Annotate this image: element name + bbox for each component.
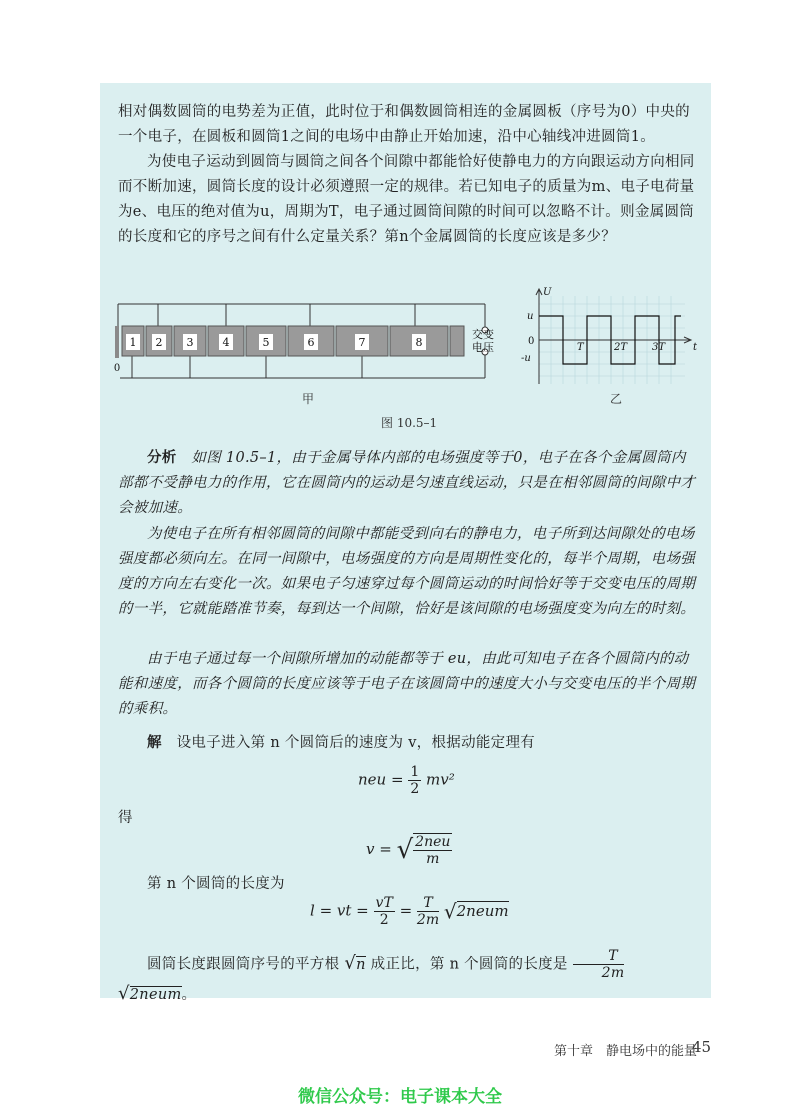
s3a: 圆筒长度跟圆筒序号的平方根 bbox=[147, 956, 340, 973]
solution-3: 圆筒长度跟圆筒序号的平方根 √n 成正比，第 n 个圆筒的长度是 $\frac{T}{2m}$ √2neum。 bbox=[118, 948, 625, 1004]
tube-label-2: 2 bbox=[155, 336, 163, 349]
eq1-den: 2 bbox=[410, 781, 420, 797]
solution-text-1: 设电子进入第 n 个圆筒后的速度为 v，根据动能定理有 bbox=[176, 735, 536, 751]
plate-label: 0 bbox=[113, 363, 121, 374]
eq1-num: 1 bbox=[410, 764, 420, 780]
s3-f-den: 2m bbox=[601, 965, 625, 981]
eq1-left: neu = bbox=[358, 770, 404, 789]
tick-neg-u: -u bbox=[521, 353, 531, 364]
tick-2T: 2T bbox=[614, 342, 628, 353]
square-wave-graph bbox=[515, 284, 705, 394]
equation-velocity: v = √ $\frac{\text{2neu}}{m}$ bbox=[366, 834, 451, 867]
s3-end: 。 bbox=[181, 987, 197, 1003]
tube-label-8: 8 bbox=[415, 336, 423, 349]
tube-label-5: 5 bbox=[262, 336, 270, 349]
de-label: 得 bbox=[118, 810, 133, 826]
tube-label-1: 1 bbox=[129, 336, 137, 349]
chapter-footer: 第十章 静电场中的能量 bbox=[554, 1044, 698, 1059]
page-number: 45 bbox=[692, 1038, 712, 1056]
eq3-f2-num: T bbox=[417, 895, 439, 912]
eq1-right: mv² bbox=[426, 770, 455, 789]
analysis-heading: 分析 bbox=[147, 450, 177, 466]
paragraph-2: 为使电子运动到圆筒与圆筒之间各个间隙中都能恰好使静电力的方向跟运动方向相同而不断加速，圆筒长度的设计必须遵照一定的规律。若已知电子的质量为m、电子电荷量为e、电压的绝对值为u，周期为T，电子通过圆筒间隙的时间可以忽略不计。则金属圆筒的长度和它的序号之间有什么定量关系？第n个金属圆筒的长度应该是多少？ bbox=[118, 154, 695, 245]
solution-1 bbox=[118, 731, 696, 756]
tick-u: u bbox=[527, 311, 534, 322]
tick-T: T bbox=[577, 342, 584, 353]
analysis-text-1: 如图 10.5–1，由于金属导体内部的电场强度等于0，电子在各个金属圆筒内部都不受静电力的作用，它在圆筒内的运动是匀速直线运动，只是在相邻圆筒的间隙中才会被加速。 bbox=[118, 450, 696, 516]
eq3-root: 2neum bbox=[456, 901, 509, 920]
figure-right-label: 乙 bbox=[610, 392, 623, 406]
equation-length: l = vt = $\frac{vT}{2}$ = $\frac{T}{2m}$ √2neum bbox=[310, 895, 509, 928]
solution-2: 第 n 个圆筒的长度为 bbox=[147, 876, 285, 892]
eq2-left: v = bbox=[366, 840, 392, 858]
eq3-f2-den: 2m bbox=[416, 912, 440, 928]
eq2-num: 2neu bbox=[415, 834, 451, 850]
axis-label-u: U bbox=[543, 287, 552, 298]
supply-label: 交变 bbox=[472, 328, 494, 341]
wechat-watermark: 微信公众号：电子课本大全 bbox=[298, 1087, 502, 1107]
solution-heading: 解 bbox=[147, 735, 162, 751]
equation-kinetic-energy bbox=[358, 764, 455, 797]
eq3-f1-num: vT bbox=[375, 895, 393, 911]
analysis-3: 由于电子通过每一个间隙所增加的动能都等于 eu，由此可知电子在各个圆筒内的动能和速度，而各个圆筒的长度应该等于电子在该圆筒中的速度大小与交变电压的半个周期的乘积。 bbox=[118, 651, 696, 717]
eq3-eq: = bbox=[399, 901, 413, 920]
s3b: 成正比，第 n 个圆筒的长度是 bbox=[370, 956, 568, 973]
axis-label-t: t bbox=[693, 342, 698, 353]
tube-label-7: 7 bbox=[358, 336, 366, 349]
tick-3T: 3T bbox=[652, 342, 666, 353]
figure-left-label: 甲 bbox=[302, 392, 315, 406]
eq3-left: l = vt = bbox=[310, 901, 369, 920]
s3-root: n bbox=[356, 956, 366, 973]
tick-zero: 0 bbox=[528, 336, 535, 347]
paragraph-1: 相对偶数圆筒的电势差为正值，此时位于和偶数圆筒相连的金属圆板（序号为0）中央的一个电子，在圆板和圆筒1之间的电场中由静止开始加速，沿中心轴线冲进圆筒1。 bbox=[118, 104, 690, 145]
tube-label-4: 4 bbox=[222, 336, 230, 349]
s3-f-num: T bbox=[573, 948, 625, 965]
analysis-2: 为使电子在所有相邻圆筒的间隙中都能受到向右的静电力，电子所到达间隙处的电场强度都必须向左。在同一间隙中，电场强度的方向是周期性变化的，每半个周期，电场强度的方向左右变化一次。如果电子匀速穿过每个圆筒运动的时间恰好等于交变电压的周期的一半，它就能踏准节奏，每到达一个间隙，恰好是该间隙的电场强度变为向左的时刻。 bbox=[118, 526, 696, 617]
figure-caption: 图 10.5–1 bbox=[381, 416, 438, 430]
eq2-den: m bbox=[426, 851, 440, 867]
analysis-1 bbox=[118, 446, 696, 521]
supply-label-2: 电压 bbox=[472, 341, 494, 354]
tube-label-3: 3 bbox=[186, 336, 194, 349]
s3-root2: 2neum bbox=[129, 987, 182, 1003]
eq3-f1-den: 2 bbox=[379, 912, 389, 928]
tube-label-6: 6 bbox=[307, 336, 315, 349]
